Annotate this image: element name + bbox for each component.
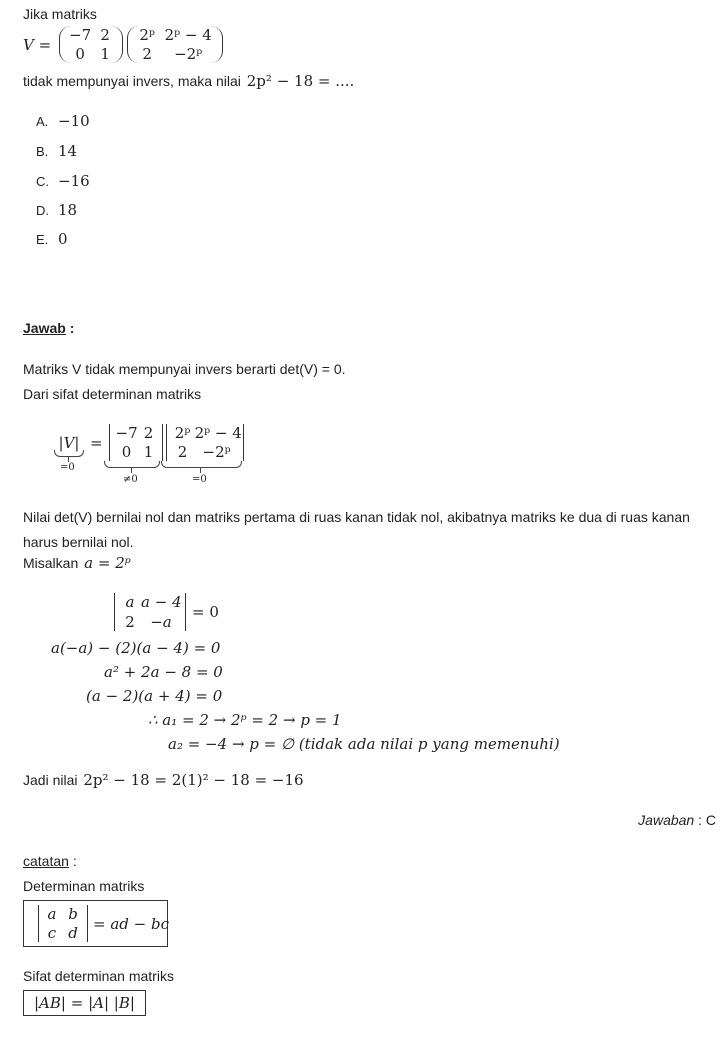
solution-2: a₂ = −4 → p = ∅ (tidak ada nilai p yang memenuhi) [168, 735, 560, 753]
det-a-cell: −a [150, 613, 172, 631]
choice-value: 14 [58, 142, 78, 160]
det-a-matrix [114, 593, 186, 631]
choice-d[interactable] [36, 201, 77, 219]
matrix-2 [127, 26, 223, 63]
choice-value: −16 [58, 172, 90, 190]
underbrace-tip [131, 468, 132, 473]
choice-c[interactable] [36, 172, 90, 190]
det-formula-cell: a [47, 905, 57, 923]
det-formula-cell: b [68, 905, 78, 923]
matrix-2-cell: 2 [142, 45, 152, 63]
choice-value: −10 [58, 112, 90, 130]
question-expr: 2p² − 18 = .... [246, 72, 355, 90]
det-a-equation [114, 593, 219, 631]
notes-det-title: Determinan matriks [23, 878, 145, 894]
conclusion-line [23, 771, 304, 789]
det-a-cell: a [125, 593, 135, 611]
notes-heading-colon: : [68, 853, 77, 869]
choice-b[interactable] [36, 142, 77, 160]
det-a-cell: a − 4 [141, 593, 182, 611]
final-answer-value: : C [694, 812, 716, 828]
step-2: a² + 2a − 8 = 0 [104, 663, 223, 681]
answer-line-2: Dari sifat determinan matriks [23, 386, 202, 402]
answer-line-1: Matriks V tidak mempunyai invers berarti det(V) = 0. [23, 361, 346, 377]
matrix-2-cell: −2ᵖ [174, 45, 203, 63]
underbrace-lhs [54, 450, 84, 457]
matrix-1-cell: −7 [69, 26, 92, 44]
let-expr: a = 2ᵖ [84, 554, 131, 572]
choice-a[interactable] [36, 112, 90, 130]
det-m1-cell: −7 [115, 424, 138, 442]
choice-e[interactable] [36, 230, 68, 248]
det-m2 [166, 424, 244, 461]
conclusion-expr: 2p² − 18 = 2(1)² − 18 = −16 [83, 771, 304, 789]
step-1: a(−a) − (2)(a − 4) = 0 [51, 639, 221, 657]
det-a-cell: 2 [125, 613, 135, 631]
underbrace-m2 [161, 461, 242, 468]
underbrace-tip [200, 468, 201, 473]
choice-letter: E. [36, 232, 49, 247]
question-after: tidak mempunyai invers, maka nilai [23, 73, 241, 89]
choice-value: 0 [58, 230, 68, 248]
det-m1-cell: 1 [143, 443, 154, 461]
choice-letter: A. [36, 114, 49, 129]
notes-heading-text: catatan [23, 853, 69, 869]
matrix-1 [59, 26, 123, 63]
matrix-1-cell: 1 [100, 45, 110, 63]
v-lhs: V = [23, 35, 52, 54]
notes-prop-title: Sifat determinan matriks [23, 968, 174, 984]
det-m1-cell: 2 [143, 424, 154, 442]
det-m1-cell: 0 [121, 443, 132, 461]
matrix-2-cell: 2ᵖ − 4 [164, 26, 212, 44]
note-m2: =0 [192, 474, 207, 485]
det-m2-cell: 2ᵖ [174, 424, 191, 442]
note-m1: ≠0 [123, 474, 138, 485]
answer-heading-colon: : [65, 320, 75, 336]
answer-heading [23, 320, 74, 336]
matrix-2-cell: 2ᵖ [139, 26, 155, 44]
det-formula-cell: d [68, 924, 78, 942]
notes-heading [23, 853, 77, 869]
choice-letter: B. [36, 144, 49, 159]
det-m1 [109, 424, 163, 461]
choice-letter: C. [36, 174, 49, 189]
final-answer-label: Jawaban [638, 812, 695, 828]
choice-letter: D. [36, 203, 49, 218]
matrix-1-cell: 2 [100, 26, 110, 44]
det-formula-box [23, 900, 168, 947]
step-3: (a − 2)(a + 4) = 0 [86, 687, 223, 705]
det-equals: = [90, 433, 103, 452]
choice-value: 18 [58, 201, 78, 219]
det-m2-cell: −2ᵖ [202, 443, 231, 461]
let-line [23, 554, 131, 572]
solution-1: ∴ a₁ = 2 → 2ᵖ = 2 → p = 1 [148, 711, 342, 729]
conclusion-label: Jadi nilai [23, 772, 78, 788]
final-answer [638, 812, 716, 828]
det-product-equation [56, 424, 244, 461]
note-lhs: =0 [60, 462, 75, 473]
matrix-1-cell: 0 [75, 45, 85, 63]
det-property-box: |AB| = |A| |B| [23, 990, 146, 1016]
det-a-rhs: = 0 [192, 603, 219, 621]
det-formula-matrix [38, 905, 88, 942]
det-m2-cell: 2 [177, 443, 188, 461]
matrix-equation [23, 26, 223, 63]
underbrace-m1 [104, 461, 160, 468]
det-v: |V| [58, 433, 80, 452]
answer-heading-text: Jawab [23, 320, 66, 336]
question-intro: Jika matriks [23, 6, 97, 22]
let-label: Misalkan [23, 555, 79, 571]
det-formula-cell: c [47, 924, 57, 942]
det-formula-rhs: = ad − bc [93, 914, 169, 933]
det-m2-cell: 2ᵖ − 4 [194, 424, 242, 442]
answer-paragraph: Nilai det(V) bernilai nol dan matriks pertama di ruas kanan tidak nol, akibatnya matriks ke dua di ruas kanan harus bernilai nol. [23, 509, 690, 550]
question-line [23, 72, 354, 90]
